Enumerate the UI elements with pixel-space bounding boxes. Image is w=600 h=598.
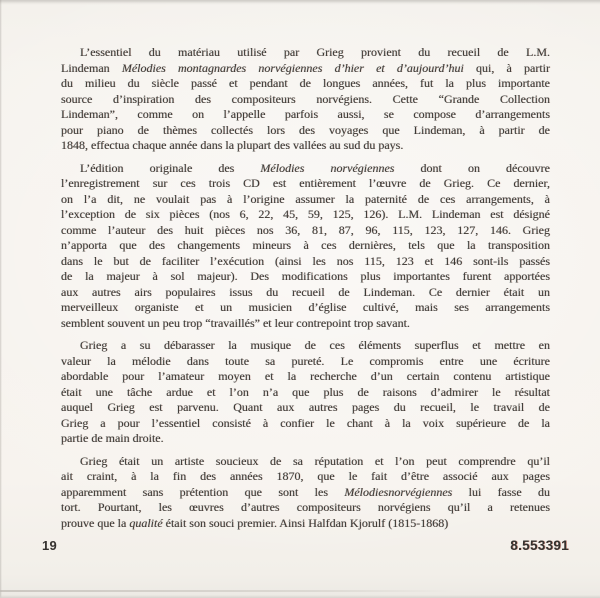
text-segment: on l’a dit, ne voulait pas à l’origine assumer la paternité de ces arrangements, à [61, 191, 550, 206]
text-line [61, 454, 550, 470]
text-segment: apparemment sans prétention que sont les [61, 484, 345, 499]
text-segment: qui, à partir [463, 60, 551, 75]
text-segment: l’exception de six pièces (nos 6, 22, 45, 59, 125, 126). L.M. Lindeman est désigné [61, 207, 550, 221]
text-line [61, 269, 550, 285]
text-block [61, 45, 550, 531]
text-line [61, 354, 550, 370]
text-segment: L’édition originale des [80, 160, 261, 175]
text-segment: prouve que la [61, 515, 130, 530]
text-line [61, 469, 550, 485]
text-line [61, 45, 550, 61]
italic-text-segment: qualité [129, 515, 163, 530]
body-paragraph [61, 338, 550, 447]
text-line [61, 416, 550, 432]
text-line [61, 431, 550, 447]
italic-text-segment: Mélodies montagnardes norvégiennes d’hier et d’aujourd’hui [121, 60, 464, 75]
text-line [61, 123, 550, 139]
text-segment: dont on découvre [394, 160, 550, 175]
text-segment: auquel Grieg est parvenu. Quant aux autres pages du recueil, le travail de [61, 400, 550, 414]
text-line [61, 485, 550, 501]
body-paragraph [61, 454, 550, 532]
text-segment: Grieg a su débarasser la musique de ces éléments superflus et mettre en [80, 338, 550, 352]
text-line [61, 107, 550, 123]
text-segment: du milieu du siècle passé et pendant de longues années, fut la plus importante [61, 76, 550, 90]
text-segment: pour piano de thèmes collectés lors des voyages que Lindeman, à partir de [61, 122, 550, 137]
text-line [61, 338, 550, 354]
text-line [61, 238, 550, 254]
text-segment: source d’inspiration des compositeurs norvégiens. Cette “Grande Collection [61, 91, 550, 106]
text-line [61, 92, 550, 108]
text-line [61, 138, 550, 154]
text-segment: merveilleux organiste et un musicien d’église cultivé, mais ses arrangements [61, 300, 550, 314]
text-segment: comme l’auteur des huit pièces nos 36, 81, 87, 96, 115, 123, 127, 146. Grieg [61, 222, 550, 237]
text-line [61, 76, 550, 92]
text-segment: Grieg était un artiste soucieux de sa réputation et l’on peut comprendre qu’il [80, 453, 550, 468]
text-segment: Lindeman”, comme on l’appelle parfois aussi, se compose d’arrangements [61, 107, 550, 121]
text-segment: Grieg a pour l’essentiel consisté à confier le chant à la voix supérieure de la [61, 415, 550, 430]
text-line [61, 500, 550, 516]
text-segment: partie de main droite. [61, 431, 164, 445]
text-line [61, 61, 550, 77]
text-segment: aux autres airs populaires issus du recueil de Lindeman. Ce dernier était un [61, 284, 550, 299]
text-segment: tort. Pourtant, les œuvres d’autres compositeurs norvégiens qu’il a retenues [61, 500, 550, 514]
text-line [61, 400, 550, 416]
text-segment: abordable pour l’amateur moyen et la recherche d’un certain contenu artistique [61, 369, 550, 383]
body-paragraph [61, 161, 550, 332]
text-segment: semblent souvent un peu trop “travaillés” et leur contrepoint trop savant. [61, 315, 410, 330]
text-segment: Lindeman [61, 60, 122, 75]
text-line [61, 223, 550, 239]
italic-text-segment: Mélodiesnorvégiennes [344, 484, 453, 499]
body-paragraph [61, 45, 550, 154]
text-segment: ait craint, à la fin des années 1870, que le fait d’être associé aux pages [61, 469, 550, 483]
page-number: 19 [42, 538, 58, 553]
text-segment: lui fasse du [452, 484, 550, 499]
italic-text-segment: Mélodies norvégiennes [260, 160, 395, 175]
text-line [61, 369, 550, 385]
text-line [61, 207, 550, 223]
text-line [61, 254, 550, 270]
text-line [61, 300, 550, 316]
text-segment: valeur la mélodie dans toute sa pureté. Le compromis entre une écriture [61, 353, 550, 368]
text-segment: était son souci premier. Ainsi Halfdan Kjorulf (1815-1868) [162, 515, 449, 530]
text-segment: dans le but de faciliter l’exécution (ainsi les nos 115, 123 et 146 sont-ils passés [61, 253, 550, 268]
scan-edge-bottom-line [0, 590, 455, 592]
text-segment: était une tâche ardue et l’on n’a que plus de raisons d’admirer le résultat [61, 384, 550, 399]
text-segment: n’apporta que des changements mineurs à ces dernières, tels que la transposition [61, 238, 550, 252]
text-segment: l’enregistrement sur ces trois CD est entièrement l’œuvre de Grieg. Ce dernier, [61, 176, 550, 190]
footer [42, 538, 569, 553]
text-line [61, 192, 550, 208]
text-segment: 1848, effectua chaque année dans la plupart des vallées au sud du pays. [61, 138, 404, 152]
text-segment: L’essentiel du matériau utilisé par Grieg provient du recueil de L.M. [80, 45, 550, 59]
text-line [61, 285, 550, 301]
scan-edge-top [0, 0, 600, 3]
text-line [61, 385, 550, 401]
text-segment: de la majeur à sol majeur). Des modifications plus importantes furent apportées [61, 269, 550, 283]
text-line [61, 161, 550, 177]
text-line [61, 176, 550, 192]
scan-edge-left [0, 0, 2, 598]
text-line [61, 516, 550, 532]
text-line [61, 316, 550, 332]
catalog-number: 8.553391 [510, 538, 569, 553]
